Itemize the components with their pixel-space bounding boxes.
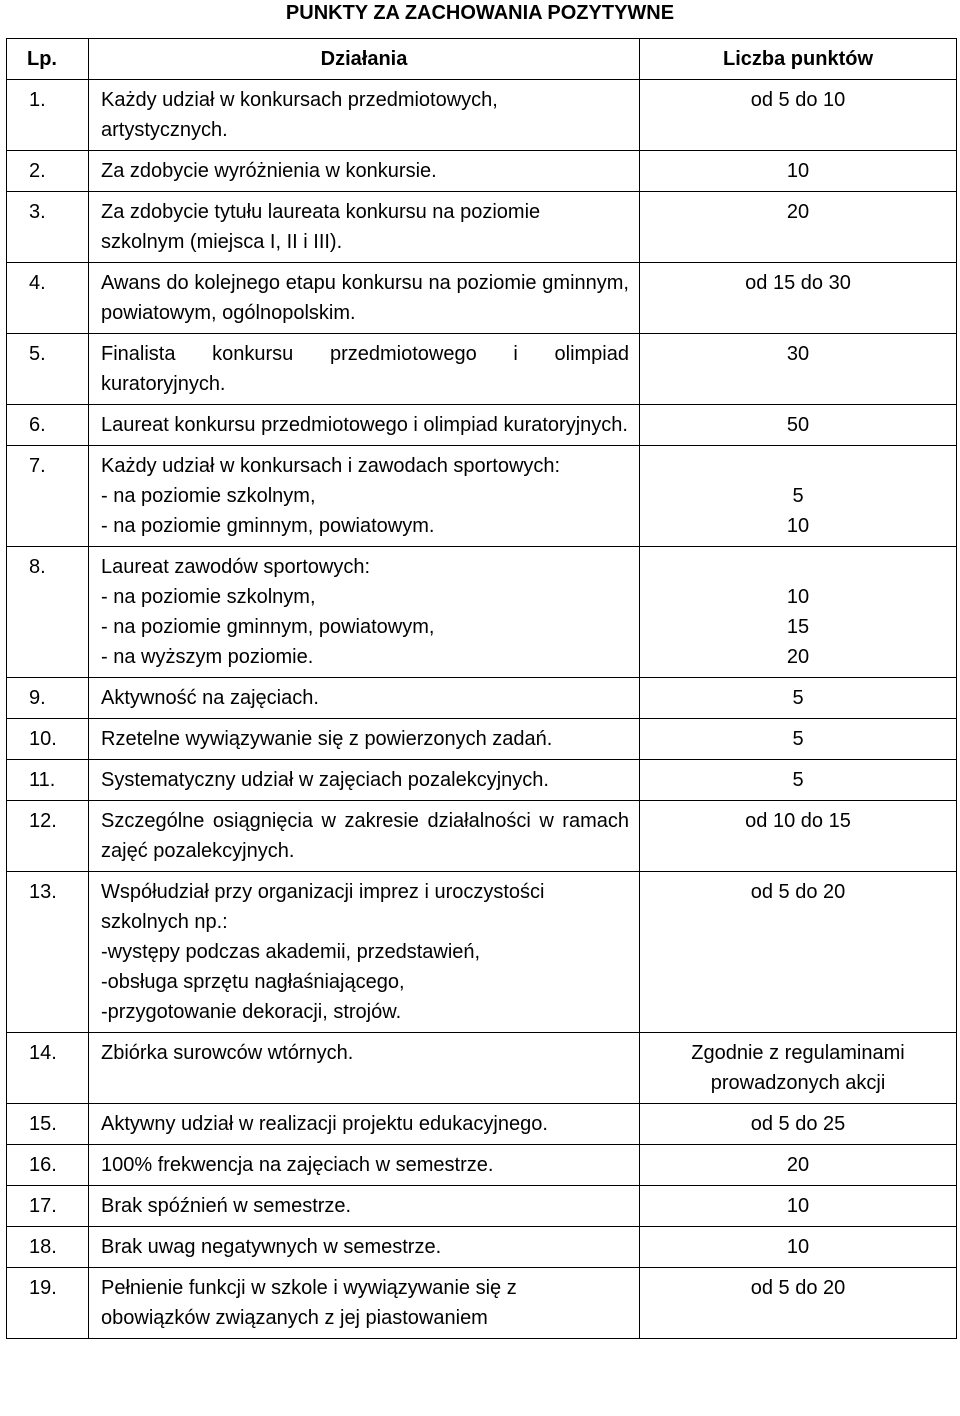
row-points	[640, 1186, 957, 1227]
points-table	[6, 38, 957, 1339]
row-action	[89, 1104, 640, 1145]
row-action	[89, 801, 640, 872]
table-row	[7, 719, 957, 760]
row-number: 16.	[7, 1145, 89, 1186]
action-line: 100% frekwencja na zajęciach w semestrze.	[101, 1154, 494, 1176]
points-line: 10	[786, 1236, 810, 1258]
row-number: 2.	[7, 151, 89, 192]
action-line: -występy podczas akademii, przedstawień,	[101, 941, 481, 963]
row-action	[89, 192, 640, 263]
points-line: 5	[792, 728, 804, 750]
points-line: od 5 do 10	[750, 89, 846, 111]
table-row	[7, 405, 957, 446]
table-row	[7, 1104, 957, 1145]
table-body	[7, 80, 957, 1339]
row-action	[89, 151, 640, 192]
action-line: Pełnienie funkcji w szkole i wywiązywanie się z obowiązków związanych z jej piastowaniem	[101, 1277, 517, 1329]
table-row	[7, 678, 957, 719]
row-number: 19.	[7, 1268, 89, 1339]
row-number: 9.	[7, 678, 89, 719]
document-title: PUNKTY ZA ZACHOWANIA POZYTYWNE	[285, 2, 675, 24]
row-number: 10.	[7, 719, 89, 760]
action-line: -przygotowanie dekoracji, strojów.	[101, 1001, 402, 1023]
row-points	[640, 192, 957, 263]
table-row	[7, 151, 957, 192]
action-line: Każdy udział w konkursach i zawodach sportowych:	[101, 455, 561, 477]
row-number: 6.	[7, 405, 89, 446]
row-action	[89, 405, 640, 446]
points-line: 10	[786, 515, 810, 537]
points-line: 5	[792, 485, 804, 507]
points-line: 10	[786, 160, 810, 182]
row-points	[640, 405, 957, 446]
row-action	[89, 872, 640, 1033]
row-action	[89, 1145, 640, 1186]
action-line: Za zdobycie tytułu laureata konkursu na poziomie szkolnym (miejsca I, II i III).	[101, 201, 541, 253]
table-row	[7, 1268, 957, 1339]
header-points: Liczba punktów	[640, 39, 957, 80]
table-row	[7, 446, 957, 547]
row-points	[640, 760, 957, 801]
row-action	[89, 446, 640, 547]
row-action	[89, 1033, 640, 1104]
row-points	[640, 151, 957, 192]
row-action	[89, 719, 640, 760]
table-row	[7, 1033, 957, 1104]
row-number: 8.	[7, 547, 89, 678]
row-number: 3.	[7, 192, 89, 263]
action-line: Systematyczny udział w zajęciach pozalekcyjnych.	[101, 769, 549, 791]
row-points	[640, 801, 957, 872]
action-line: Szczególne osiągnięcia w zakresie działalności w ramach zajęć pozalekcyjnych.	[101, 810, 629, 862]
action-line: Zbiórka surowców wtórnych.	[101, 1042, 354, 1064]
row-points	[640, 446, 957, 547]
points-line: 15	[786, 616, 810, 638]
table-header-row	[7, 39, 957, 80]
row-action	[89, 263, 640, 334]
row-action	[89, 547, 640, 678]
table-row	[7, 1227, 957, 1268]
action-line: Współudział przy organizacji imprez i uroczystości szkolnych np.:	[101, 881, 545, 933]
table-row	[7, 1186, 957, 1227]
row-action	[89, 1186, 640, 1227]
table-row	[7, 1145, 957, 1186]
points-line: od 5 do 20	[750, 1277, 846, 1299]
table-row	[7, 547, 957, 678]
points-line	[648, 451, 948, 481]
points-line: 5	[792, 687, 804, 709]
table-row	[7, 334, 957, 405]
action-line: - na poziomie gminnym, powiatowym,	[101, 616, 435, 638]
row-action	[89, 334, 640, 405]
action-line: Brak uwag negatywnych w semestrze.	[101, 1236, 442, 1258]
points-line	[648, 552, 948, 582]
row-action	[89, 1268, 640, 1339]
row-number: 13.	[7, 872, 89, 1033]
action-line: - na poziomie gminnym, powiatowym.	[101, 515, 435, 537]
action-line: Aktywny udział w realizacji projektu edukacyjnego.	[101, 1113, 548, 1135]
points-line: 10	[786, 1195, 810, 1217]
table-row	[7, 801, 957, 872]
points-line: 30	[786, 343, 810, 365]
points-line: 20	[786, 1154, 810, 1176]
points-line: od 5 do 25	[750, 1113, 846, 1135]
row-points	[640, 263, 957, 334]
row-number: 11.	[7, 760, 89, 801]
action-line: - na poziomie szkolnym,	[101, 586, 316, 608]
action-line: -obsługa sprzętu nagłaśniającego,	[101, 971, 405, 993]
row-number: 7.	[7, 446, 89, 547]
action-line: Każdy udział w konkursach przedmiotowych, artystycznych.	[101, 89, 498, 141]
points-line: 10	[786, 586, 810, 608]
row-action	[89, 80, 640, 151]
action-line: Brak spóźnień w semestrze.	[101, 1195, 352, 1217]
row-action	[89, 678, 640, 719]
row-number: 17.	[7, 1186, 89, 1227]
row-action	[89, 760, 640, 801]
row-points	[640, 334, 957, 405]
row-points	[640, 1268, 957, 1339]
points-line: 5	[792, 769, 804, 791]
action-line: Rzetelne wywiązywanie się z powierzonych zadań.	[101, 728, 553, 750]
points-line: 50	[786, 414, 810, 436]
points-line: od 15 do 30	[745, 272, 851, 294]
row-number: 18.	[7, 1227, 89, 1268]
row-number: 1.	[7, 80, 89, 151]
row-number: 4.	[7, 263, 89, 334]
action-line: - na wyższym poziomie.	[101, 646, 314, 668]
row-number: 15.	[7, 1104, 89, 1145]
action-line: Awans do kolejnego etapu konkursu na poziomie gminnym, powiatowym, ogólnopolskim.	[101, 272, 629, 324]
row-number: 5.	[7, 334, 89, 405]
row-points	[640, 872, 957, 1033]
row-points	[640, 547, 957, 678]
row-points	[640, 1033, 957, 1104]
points-line: 20	[786, 646, 810, 668]
row-points	[640, 719, 957, 760]
action-line: - na poziomie szkolnym,	[101, 485, 316, 507]
row-points	[640, 678, 957, 719]
points-line: 20	[786, 201, 810, 223]
row-points	[640, 80, 957, 151]
action-line: Aktywność na zajęciach.	[101, 687, 319, 709]
table-row	[7, 872, 957, 1033]
row-points	[640, 1227, 957, 1268]
row-points	[640, 1104, 957, 1145]
table-row	[7, 192, 957, 263]
action-line: Laureat zawodów sportowych:	[101, 556, 371, 578]
action-line: Laureat konkursu przedmiotowego i olimpiad kuratoryjnych.	[101, 414, 628, 436]
header-actions: Działania	[89, 39, 640, 80]
table-row	[7, 80, 957, 151]
table-row	[7, 760, 957, 801]
row-number: 14.	[7, 1033, 89, 1104]
row-points	[640, 1145, 957, 1186]
action-line: Finalista konkursu przedmiotowego i olimpiad kuratoryjnych.	[101, 343, 629, 395]
points-line: od 5 do 20	[750, 881, 846, 903]
row-number: 12.	[7, 801, 89, 872]
table-row	[7, 263, 957, 334]
row-action	[89, 1227, 640, 1268]
points-line: od 10 do 15	[745, 810, 851, 832]
action-line: Za zdobycie wyróżnienia w konkursie.	[101, 160, 437, 182]
header-lp: Lp.	[7, 39, 89, 80]
points-line: Zgodnie z regulaminami prowadzonych akcji	[691, 1042, 905, 1094]
